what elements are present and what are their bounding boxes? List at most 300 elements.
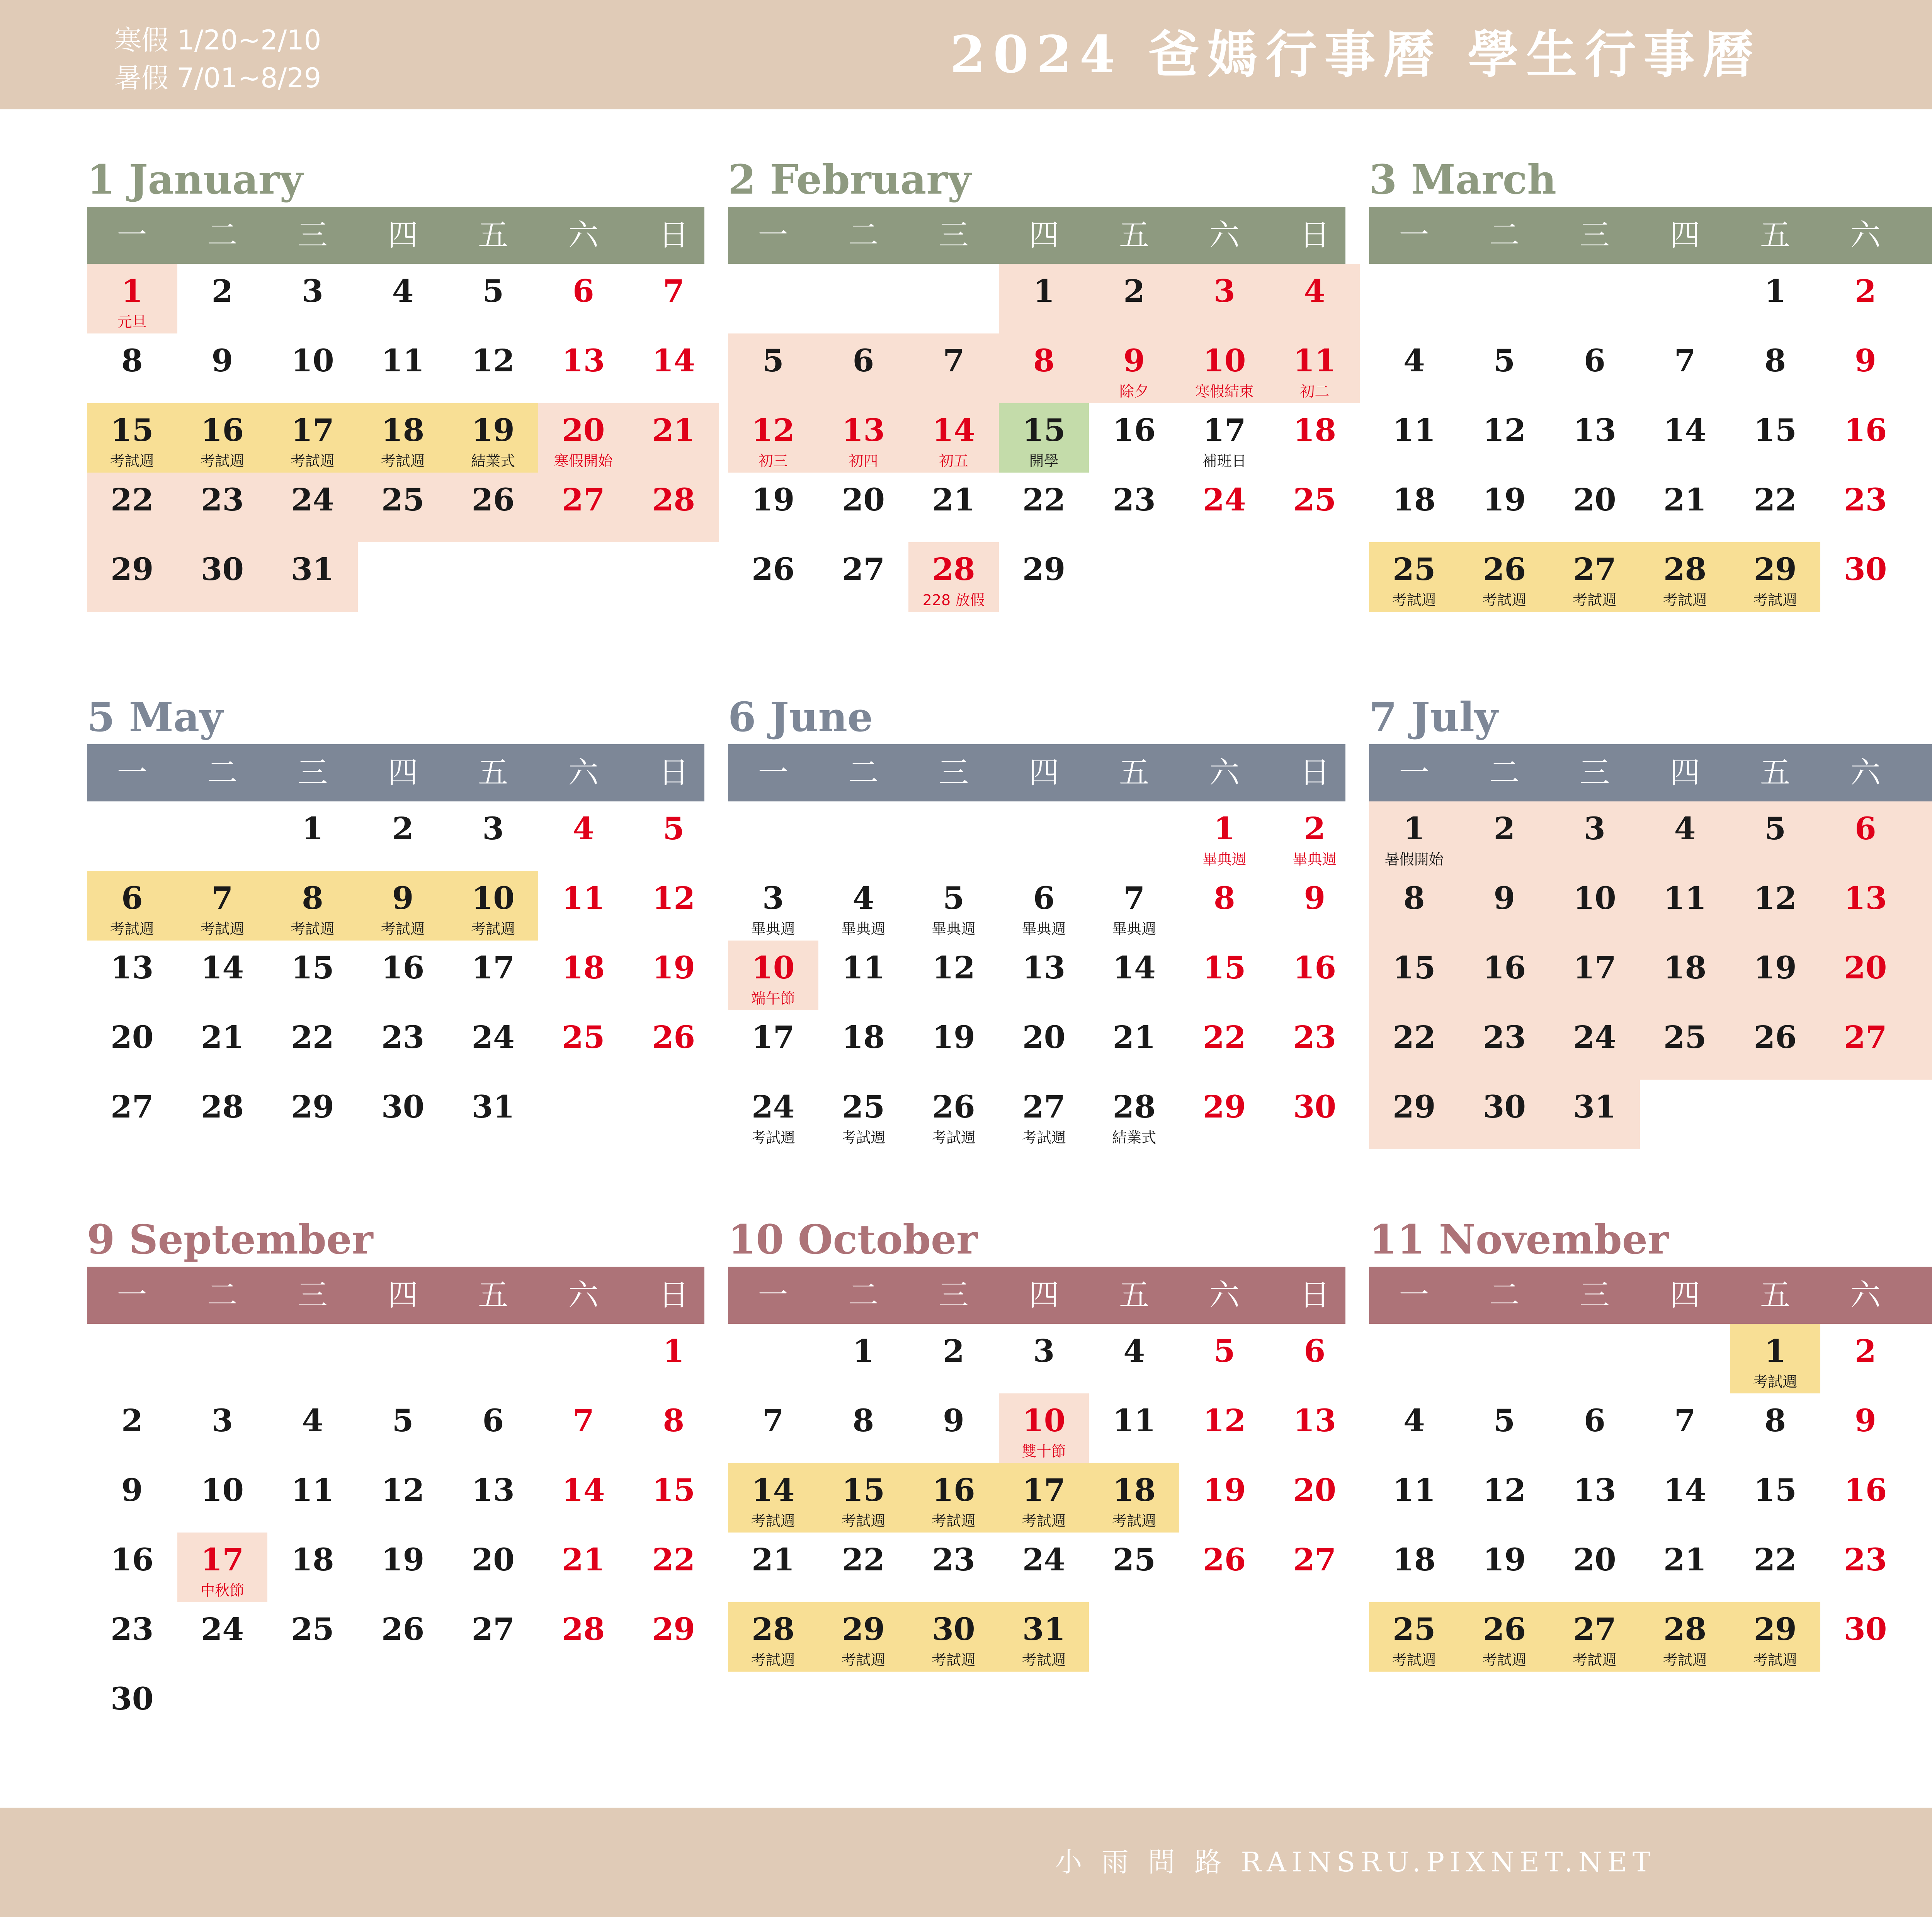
- day-cell: [1730, 871, 1820, 941]
- day-cell: [629, 941, 719, 1010]
- day-cell: [1179, 1010, 1270, 1080]
- day-cell: [1270, 1080, 1360, 1149]
- day-number: 14: [752, 1472, 795, 1508]
- day-number: 3: [1584, 810, 1605, 847]
- day-number: 14: [201, 949, 244, 986]
- day-grid: [728, 1324, 1346, 1672]
- day-number: 7: [943, 342, 964, 379]
- day-number: 7: [1123, 880, 1145, 916]
- day-grid: [728, 801, 1346, 1149]
- day-cell: [1640, 1463, 1730, 1533]
- day-cell: [1270, 871, 1360, 941]
- day-cell: [87, 264, 177, 333]
- day-number: 13: [1293, 1402, 1337, 1439]
- day-number: 4: [572, 810, 594, 847]
- day-number: 27: [1573, 551, 1616, 587]
- day-cell: [908, 403, 999, 473]
- weekday-label: 五: [478, 755, 509, 790]
- day-cell: [177, 1393, 268, 1463]
- day-cell: [1549, 403, 1640, 473]
- day-number: 24: [201, 1611, 244, 1647]
- day-number: 2: [1123, 273, 1145, 309]
- weekday-label: 二: [848, 1278, 879, 1313]
- day-note: 考試週: [1482, 592, 1527, 609]
- day-cell: [999, 1010, 1089, 1080]
- day-number: 26: [1483, 551, 1526, 587]
- day-cell: [267, 1602, 358, 1672]
- day-cell: [1730, 1463, 1820, 1533]
- day-number: 9: [943, 1402, 964, 1439]
- day-cell: [538, 1463, 629, 1533]
- day-cell: [1270, 1463, 1360, 1533]
- day-cell: [1089, 1463, 1179, 1533]
- day-cell: [1730, 1533, 1820, 1602]
- day-number: 18: [562, 949, 605, 986]
- day-cell: [448, 941, 538, 1010]
- day-number: 29: [111, 551, 154, 587]
- day-note: 結業式: [1112, 1129, 1156, 1146]
- day-cell: [358, 871, 448, 941]
- day-grid: [87, 264, 705, 612]
- day-number: 24: [471, 1019, 515, 1055]
- weekday-label: 六: [1209, 755, 1240, 790]
- day-note: 寒假開始: [554, 452, 613, 469]
- day-cell: [1179, 333, 1270, 403]
- day-cell: [1549, 1080, 1640, 1149]
- day-cell: [87, 1010, 177, 1080]
- day-number: 17: [1203, 412, 1246, 448]
- day-cell: [1459, 1080, 1550, 1149]
- day-number: 16: [932, 1472, 975, 1508]
- day-number: 6: [852, 342, 874, 379]
- day-number: 19: [932, 1019, 975, 1055]
- day-cell: [1911, 1463, 1932, 1533]
- day-cell: [1179, 473, 1270, 542]
- day-number: 9: [392, 880, 414, 916]
- day-cell: [1179, 1533, 1270, 1602]
- day-cell: [1179, 1463, 1270, 1533]
- day-cell: [1369, 1393, 1459, 1463]
- weekday-label: 三: [1579, 218, 1610, 253]
- day-number: 29: [652, 1611, 696, 1647]
- day-cell: [448, 1010, 538, 1080]
- day-number: 2: [392, 810, 414, 847]
- day-number: 3: [211, 1402, 233, 1439]
- day-cell: [1369, 403, 1459, 473]
- day-cell: [1820, 542, 1911, 612]
- day-number: 9: [1304, 880, 1326, 916]
- day-cell: [448, 1463, 538, 1533]
- weekday-label: 三: [297, 218, 328, 253]
- day-cell: [629, 1010, 719, 1080]
- day-number: 19: [1753, 949, 1797, 986]
- day-number: 20: [1293, 1472, 1337, 1508]
- day-cell: [1640, 333, 1730, 403]
- day-number: 21: [652, 412, 696, 448]
- day-cell: [908, 1324, 999, 1393]
- day-cell: [1911, 801, 1932, 871]
- day-cell: [267, 801, 358, 871]
- day-number: [1911, 1400, 1932, 1441]
- day-number: 29: [291, 1089, 334, 1125]
- day-cell: [1549, 1533, 1640, 1602]
- day-cell: [1369, 871, 1459, 941]
- day-number: 5: [392, 1402, 414, 1439]
- day-cell: [1089, 1324, 1179, 1393]
- day-number: 19: [752, 481, 795, 518]
- day-number: 29: [1753, 551, 1797, 587]
- day-note: 考試週: [381, 452, 425, 469]
- day-number: 23: [111, 1611, 154, 1647]
- day-cell: [358, 1533, 448, 1602]
- day-note: 畢典週: [1022, 920, 1066, 937]
- day-number: 24: [1022, 1541, 1066, 1578]
- day-number: 10: [1022, 1402, 1066, 1439]
- day-number: 12: [932, 949, 975, 986]
- month-7: [1369, 694, 1932, 1149]
- day-cell: [728, 1463, 818, 1533]
- weekday-label: 一: [758, 755, 788, 790]
- day-number: [1911, 1016, 1932, 1058]
- day-number: 12: [1203, 1402, 1246, 1439]
- day-number: 6: [1304, 1333, 1326, 1369]
- day-cell: [1730, 333, 1820, 403]
- day-number: 23: [932, 1541, 975, 1578]
- day-number: 3: [762, 880, 784, 916]
- day-number: 28: [201, 1089, 244, 1125]
- day-number: 6: [572, 273, 594, 309]
- day-cell: [999, 1080, 1089, 1149]
- day-number: 21: [932, 481, 975, 518]
- day-number: 4: [1403, 342, 1425, 379]
- day-number: 17: [752, 1019, 795, 1055]
- day-cell: [267, 542, 358, 612]
- day-cell: [1911, 1324, 1932, 1393]
- day-number: 18: [291, 1541, 334, 1578]
- weekday-label: 日: [658, 755, 689, 790]
- day-number: 12: [652, 880, 696, 916]
- day-number: 11: [1663, 880, 1707, 916]
- day-number: 29: [1393, 1089, 1436, 1125]
- day-cell: [1179, 871, 1270, 941]
- day-number: 17: [291, 412, 334, 448]
- day-cell: [818, 403, 909, 473]
- month-2: [728, 156, 1346, 612]
- day-note: 考試週: [1753, 1652, 1798, 1669]
- day-number: 26: [652, 1019, 696, 1055]
- day-cell: [908, 871, 999, 941]
- day-cell: [177, 1602, 268, 1672]
- day-cell: [177, 941, 268, 1010]
- weekday-label: 五: [1119, 218, 1150, 253]
- day-number: 12: [1753, 880, 1797, 916]
- weekday-label: 六: [1850, 755, 1881, 790]
- day-cell: [1459, 542, 1550, 612]
- day-cell: [629, 264, 719, 333]
- day-number: 26: [471, 481, 515, 518]
- day-cell: [267, 264, 358, 333]
- day-cell: [1459, 1602, 1550, 1672]
- day-cell: [818, 333, 909, 403]
- day-number: 23: [1293, 1019, 1337, 1055]
- day-cell: [1369, 1080, 1459, 1149]
- day-number: 19: [652, 949, 696, 986]
- day-number: 4: [1123, 1333, 1145, 1369]
- day-number: 17: [1573, 949, 1616, 986]
- day-note: 中秋節: [200, 1582, 245, 1599]
- day-number: 8: [663, 1402, 685, 1439]
- day-cell: [1549, 1393, 1640, 1463]
- day-number: 11: [1393, 1472, 1436, 1508]
- day-cell: [538, 1393, 629, 1463]
- weekday-label: 六: [1209, 218, 1240, 253]
- day-cell: [1369, 941, 1459, 1010]
- day-cell: [1459, 1010, 1550, 1080]
- day-cell: [1549, 1463, 1640, 1533]
- day-number: 7: [1674, 1402, 1696, 1439]
- day-cell: [538, 871, 629, 941]
- day-number: 19: [381, 1541, 425, 1578]
- day-cell: [1270, 941, 1360, 1010]
- day-number: 27: [562, 481, 605, 518]
- day-number: 15: [111, 412, 154, 448]
- day-cell: [1911, 871, 1932, 941]
- day-number: 14: [562, 1472, 605, 1508]
- day-cell: [818, 1393, 909, 1463]
- day-number: 24: [1573, 1019, 1616, 1055]
- day-number: 9: [121, 1472, 143, 1508]
- day-number: 8: [121, 342, 143, 379]
- day-number: 12: [471, 342, 515, 379]
- day-cell: [538, 264, 629, 333]
- day-number: 6: [1584, 342, 1605, 379]
- day-cell: [358, 333, 448, 403]
- day-cell: [1911, 1393, 1932, 1463]
- day-number: 27: [842, 551, 885, 587]
- day-number: 1: [1213, 810, 1235, 847]
- day-number: 11: [291, 1472, 334, 1508]
- day-note: 暑假開始: [1384, 851, 1444, 868]
- day-number: 26: [1483, 1611, 1526, 1647]
- day-cell: [818, 871, 909, 941]
- day-cell: [1549, 801, 1640, 871]
- day-number: 2: [1304, 810, 1326, 847]
- day-number: 23: [381, 1019, 425, 1055]
- day-note: 考試週: [1753, 592, 1798, 609]
- day-number: 8: [1213, 880, 1235, 916]
- day-number: 18: [1663, 949, 1707, 986]
- day-number: 11: [1112, 1402, 1156, 1439]
- day-cell: [1089, 1533, 1179, 1602]
- day-cell: [1730, 1010, 1820, 1080]
- day-number: [1911, 340, 1932, 381]
- day-number: [1911, 548, 1932, 590]
- day-cell: [1369, 333, 1459, 403]
- day-cell: [629, 1463, 719, 1533]
- day-number: 15: [1753, 1472, 1797, 1508]
- day-cell: [87, 473, 177, 542]
- day-number: 27: [1293, 1541, 1337, 1578]
- day-number: 26: [932, 1089, 975, 1125]
- day-number: 11: [562, 880, 605, 916]
- day-note: 畢典週: [1202, 851, 1247, 868]
- day-number: 1: [121, 273, 143, 309]
- day-cell: [818, 1080, 909, 1149]
- day-cell: [448, 1602, 538, 1672]
- day-cell: [1911, 1533, 1932, 1602]
- day-number: 5: [482, 273, 504, 309]
- month-9: [87, 1216, 705, 1741]
- day-number: 18: [1393, 1541, 1436, 1578]
- day-number: 5: [762, 342, 784, 379]
- day-note: 考試週: [1753, 1373, 1798, 1390]
- day-number: 27: [1022, 1089, 1066, 1125]
- weekday-label: [1911, 744, 1932, 801]
- day-cell: [538, 1010, 629, 1080]
- month-title: 10 October: [728, 1216, 978, 1263]
- day-number: 16: [1483, 949, 1526, 986]
- day-number: 1: [852, 1333, 874, 1369]
- day-number: 15: [291, 949, 334, 986]
- weekday-label: 五: [1760, 218, 1791, 253]
- day-number: 16: [1112, 412, 1156, 448]
- day-cell: [1549, 941, 1640, 1010]
- day-number: 25: [1663, 1019, 1707, 1055]
- day-number: [1911, 1539, 1932, 1580]
- day-number: 20: [111, 1019, 154, 1055]
- day-number: 23: [1112, 481, 1156, 518]
- day-cell: [1730, 542, 1820, 612]
- day-cell: [448, 1533, 538, 1602]
- day-cell: [1640, 403, 1730, 473]
- day-note: 考試週: [1572, 1652, 1617, 1669]
- day-cell: [1459, 941, 1550, 1010]
- day-cell: [999, 871, 1089, 941]
- day-note: 開學: [1029, 452, 1059, 469]
- day-number: 30: [381, 1089, 425, 1125]
- day-cell: [1369, 1602, 1459, 1672]
- day-cell: [999, 1533, 1089, 1602]
- day-cell: [1730, 403, 1820, 473]
- month-6: [728, 694, 1346, 1149]
- day-cell: [1820, 333, 1911, 403]
- weekday-header: [728, 744, 1345, 801]
- day-cell: [629, 473, 719, 542]
- day-number: 30: [932, 1611, 975, 1647]
- day-cell: [999, 333, 1089, 403]
- day-number: 8: [302, 880, 323, 916]
- day-cell: [818, 542, 909, 612]
- day-number: 4: [852, 880, 874, 916]
- weekday-label: 五: [1119, 755, 1150, 790]
- day-number: 6: [1584, 1402, 1605, 1439]
- day-cell: [1730, 264, 1820, 333]
- day-cell: [1820, 403, 1911, 473]
- day-number: 14: [1663, 412, 1707, 448]
- day-cell: [1270, 801, 1360, 871]
- day-number: 9: [1493, 880, 1515, 916]
- day-cell: [358, 264, 448, 333]
- day-number: 22: [1753, 1541, 1797, 1578]
- day-number: 5: [663, 810, 685, 847]
- day-number: 30: [1844, 1611, 1887, 1647]
- weekday-label: 四: [388, 755, 418, 790]
- weekday-label: 日: [1299, 755, 1330, 790]
- day-cell: [448, 871, 538, 941]
- day-cell: [999, 264, 1089, 333]
- day-cell: [818, 1324, 909, 1393]
- day-cell: [538, 333, 629, 403]
- day-number: 13: [1844, 880, 1887, 916]
- day-number: 8: [1403, 880, 1425, 916]
- day-number: 31: [1573, 1089, 1616, 1125]
- weekday-label: 二: [207, 1278, 238, 1313]
- day-cell: [728, 941, 818, 1010]
- day-number: [1911, 479, 1932, 520]
- day-note: 初五: [939, 452, 968, 469]
- day-cell: [87, 871, 177, 941]
- day-cell: [1270, 1393, 1360, 1463]
- day-number: 22: [1203, 1019, 1246, 1055]
- day-number: 21: [201, 1019, 244, 1055]
- day-number: [1911, 877, 1932, 919]
- day-note: 畢典週: [841, 920, 886, 937]
- day-cell: [267, 1393, 358, 1463]
- day-note: 初三: [758, 452, 788, 469]
- weekday-label: 三: [938, 755, 969, 790]
- day-number: 13: [111, 949, 154, 986]
- day-number: 25: [1393, 1611, 1436, 1647]
- weekday-label: [1911, 1267, 1932, 1324]
- day-cell: [629, 333, 719, 403]
- day-number: 18: [381, 412, 425, 448]
- day-note: 考試週: [200, 920, 245, 937]
- day-cell: [448, 264, 538, 333]
- day-number: 25: [1393, 551, 1436, 587]
- day-cell: [1369, 1463, 1459, 1533]
- day-number: 16: [1293, 949, 1337, 986]
- day-number: 29: [1022, 551, 1066, 587]
- day-cell: [1640, 1602, 1730, 1672]
- day-cell: [999, 1324, 1089, 1393]
- day-cell: [177, 542, 268, 612]
- month-title: 3 March: [1369, 156, 1556, 203]
- day-note: 考試週: [751, 1512, 795, 1529]
- day-cell: [629, 801, 719, 871]
- day-cell: [538, 801, 629, 871]
- day-number: [1911, 808, 1932, 849]
- month-3: [1369, 156, 1932, 612]
- day-cell: [1089, 1393, 1179, 1463]
- day-cell: [1369, 473, 1459, 542]
- day-number: 25: [1293, 481, 1337, 518]
- day-number: 22: [111, 481, 154, 518]
- weekday-label: 六: [1850, 1278, 1881, 1313]
- weekday-label: 日: [658, 1278, 689, 1313]
- day-cell: [728, 473, 818, 542]
- day-number: 1: [1764, 273, 1786, 309]
- day-cell: [1369, 1010, 1459, 1080]
- day-cell: [1640, 801, 1730, 871]
- day-note: 畢典週: [751, 920, 795, 937]
- day-grid: [87, 801, 705, 1149]
- day-cell: [728, 1533, 818, 1602]
- day-note: 考試週: [290, 452, 335, 469]
- day-number: 26: [1753, 1019, 1797, 1055]
- day-cell: [358, 1010, 448, 1080]
- weekday-header: [87, 744, 704, 801]
- day-cell: [908, 1010, 999, 1080]
